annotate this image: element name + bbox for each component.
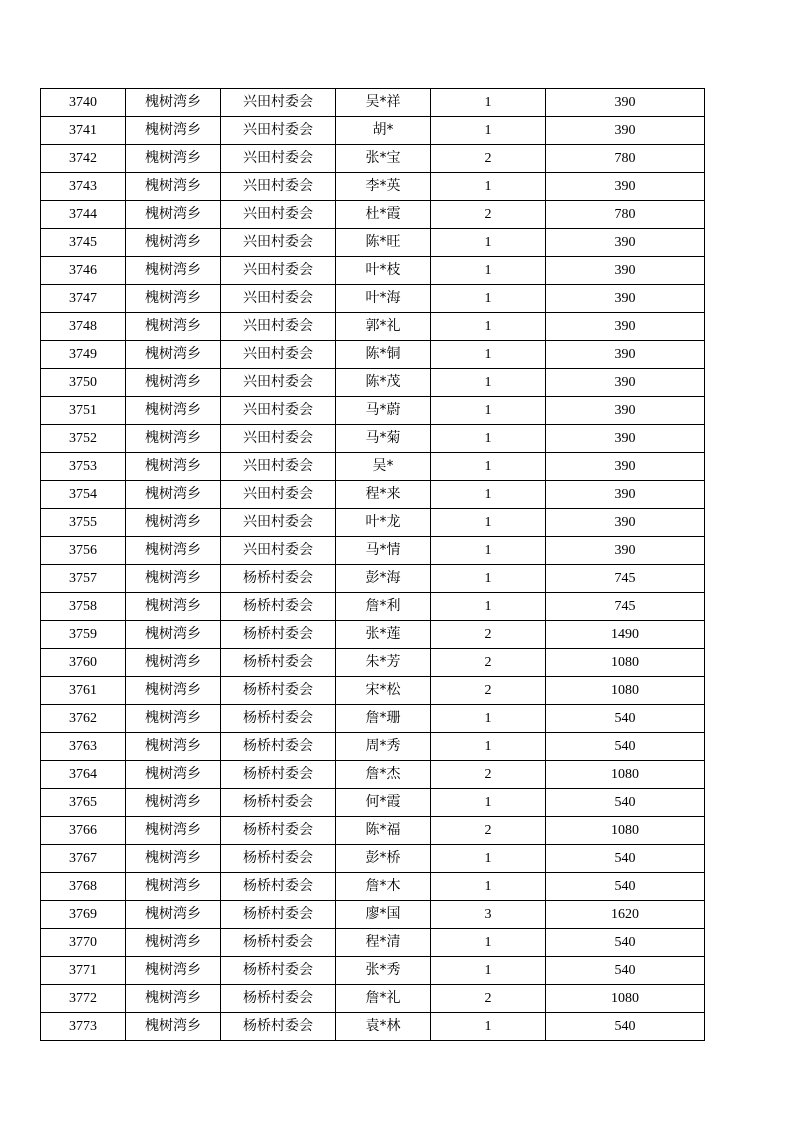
cell-township: 槐树湾乡	[126, 845, 221, 873]
cell-village-committee: 杨桥村委会	[221, 621, 336, 649]
cell-village-committee: 兴田村委会	[221, 453, 336, 481]
table-row	[41, 565, 705, 593]
cell-amount: 390	[546, 341, 705, 369]
cell-village-committee: 兴田村委会	[221, 285, 336, 313]
cell-township: 槐树湾乡	[126, 593, 221, 621]
cell-index: 3757	[41, 565, 126, 593]
cell-name: 詹*利	[336, 593, 431, 621]
cell-count: 1	[431, 229, 546, 257]
cell-count: 1	[431, 537, 546, 565]
cell-count: 1	[431, 565, 546, 593]
cell-township: 槐树湾乡	[126, 929, 221, 957]
table-row	[41, 229, 705, 257]
cell-amount: 1490	[546, 621, 705, 649]
table-body	[41, 89, 705, 1041]
cell-village-committee: 兴田村委会	[221, 145, 336, 173]
cell-index: 3746	[41, 257, 126, 285]
cell-count: 1	[431, 845, 546, 873]
cell-village-committee: 杨桥村委会	[221, 845, 336, 873]
cell-amount: 390	[546, 537, 705, 565]
cell-village-committee: 杨桥村委会	[221, 1013, 336, 1041]
cell-amount: 540	[546, 705, 705, 733]
table-row	[41, 369, 705, 397]
cell-index: 3751	[41, 397, 126, 425]
subsidy-recipients-table	[40, 88, 705, 1041]
cell-name: 胡*	[336, 117, 431, 145]
cell-township: 槐树湾乡	[126, 285, 221, 313]
cell-amount: 1080	[546, 677, 705, 705]
cell-township: 槐树湾乡	[126, 789, 221, 817]
cell-count: 2	[431, 649, 546, 677]
cell-index: 3768	[41, 873, 126, 901]
table-row	[41, 705, 705, 733]
cell-amount: 1080	[546, 985, 705, 1013]
table-row	[41, 341, 705, 369]
cell-name: 吴*	[336, 453, 431, 481]
cell-index: 3758	[41, 593, 126, 621]
cell-township: 槐树湾乡	[126, 145, 221, 173]
cell-name: 詹*礼	[336, 985, 431, 1013]
cell-name: 詹*杰	[336, 761, 431, 789]
cell-index: 3749	[41, 341, 126, 369]
cell-township: 槐树湾乡	[126, 985, 221, 1013]
cell-count: 1	[431, 341, 546, 369]
cell-village-committee: 杨桥村委会	[221, 985, 336, 1013]
cell-name: 陈*福	[336, 817, 431, 845]
cell-village-committee: 杨桥村委会	[221, 593, 336, 621]
cell-count: 1	[431, 313, 546, 341]
table-row	[41, 901, 705, 929]
cell-name: 陈*旺	[336, 229, 431, 257]
cell-amount: 390	[546, 425, 705, 453]
cell-amount: 1620	[546, 901, 705, 929]
cell-count: 2	[431, 677, 546, 705]
cell-amount: 540	[546, 873, 705, 901]
cell-count: 1	[431, 257, 546, 285]
table-row	[41, 621, 705, 649]
table-row	[41, 173, 705, 201]
cell-index: 3744	[41, 201, 126, 229]
cell-name: 彭*海	[336, 565, 431, 593]
cell-amount: 390	[546, 257, 705, 285]
cell-village-committee: 兴田村委会	[221, 341, 336, 369]
cell-count: 1	[431, 453, 546, 481]
cell-count: 1	[431, 481, 546, 509]
cell-index: 3772	[41, 985, 126, 1013]
cell-index: 3745	[41, 229, 126, 257]
cell-name: 陈*铜	[336, 341, 431, 369]
cell-village-committee: 兴田村委会	[221, 117, 336, 145]
cell-index: 3769	[41, 901, 126, 929]
cell-count: 1	[431, 789, 546, 817]
cell-index: 3764	[41, 761, 126, 789]
cell-index: 3770	[41, 929, 126, 957]
table-row	[41, 481, 705, 509]
cell-name: 周*秀	[336, 733, 431, 761]
cell-amount: 540	[546, 929, 705, 957]
cell-village-committee: 杨桥村委会	[221, 901, 336, 929]
cell-township: 槐树湾乡	[126, 649, 221, 677]
cell-count: 2	[431, 817, 546, 845]
cell-village-committee: 杨桥村委会	[221, 565, 336, 593]
cell-township: 槐树湾乡	[126, 229, 221, 257]
cell-name: 袁*林	[336, 1013, 431, 1041]
cell-name: 马*情	[336, 537, 431, 565]
cell-village-committee: 兴田村委会	[221, 201, 336, 229]
cell-township: 槐树湾乡	[126, 957, 221, 985]
cell-township: 槐树湾乡	[126, 761, 221, 789]
cell-township: 槐树湾乡	[126, 733, 221, 761]
table-row	[41, 761, 705, 789]
cell-index: 3767	[41, 845, 126, 873]
cell-name: 李*英	[336, 173, 431, 201]
cell-amount: 390	[546, 229, 705, 257]
cell-name: 朱*芳	[336, 649, 431, 677]
cell-township: 槐树湾乡	[126, 481, 221, 509]
table-row	[41, 929, 705, 957]
cell-village-committee: 杨桥村委会	[221, 649, 336, 677]
cell-township: 槐树湾乡	[126, 901, 221, 929]
cell-township: 槐树湾乡	[126, 453, 221, 481]
cell-count: 1	[431, 705, 546, 733]
cell-amount: 390	[546, 481, 705, 509]
cell-index: 3741	[41, 117, 126, 145]
table-row	[41, 677, 705, 705]
cell-township: 槐树湾乡	[126, 873, 221, 901]
table-row	[41, 1013, 705, 1041]
cell-name: 杜*霞	[336, 201, 431, 229]
table-row	[41, 145, 705, 173]
cell-count: 1	[431, 173, 546, 201]
cell-township: 槐树湾乡	[126, 173, 221, 201]
cell-count: 1	[431, 397, 546, 425]
cell-township: 槐树湾乡	[126, 677, 221, 705]
table-row	[41, 397, 705, 425]
cell-name: 宋*松	[336, 677, 431, 705]
cell-village-committee: 杨桥村委会	[221, 705, 336, 733]
table-row	[41, 425, 705, 453]
table-row	[41, 89, 705, 117]
cell-amount: 780	[546, 201, 705, 229]
table-row	[41, 509, 705, 537]
cell-count: 3	[431, 901, 546, 929]
cell-count: 2	[431, 145, 546, 173]
cell-count: 1	[431, 285, 546, 313]
cell-amount: 390	[546, 313, 705, 341]
cell-index: 3740	[41, 89, 126, 117]
cell-village-committee: 杨桥村委会	[221, 733, 336, 761]
cell-index: 3759	[41, 621, 126, 649]
cell-township: 槐树湾乡	[126, 817, 221, 845]
cell-name: 陈*茂	[336, 369, 431, 397]
cell-township: 槐树湾乡	[126, 89, 221, 117]
table-row	[41, 957, 705, 985]
cell-village-committee: 杨桥村委会	[221, 929, 336, 957]
table-row	[41, 201, 705, 229]
cell-name: 吴*祥	[336, 89, 431, 117]
cell-amount: 540	[546, 845, 705, 873]
cell-name: 叶*海	[336, 285, 431, 313]
cell-name: 马*蔚	[336, 397, 431, 425]
cell-count: 1	[431, 117, 546, 145]
cell-village-committee: 杨桥村委会	[221, 873, 336, 901]
cell-name: 程*来	[336, 481, 431, 509]
cell-name: 詹*珊	[336, 705, 431, 733]
cell-township: 槐树湾乡	[126, 397, 221, 425]
cell-village-committee: 兴田村委会	[221, 537, 336, 565]
cell-count: 1	[431, 89, 546, 117]
cell-name: 张*莲	[336, 621, 431, 649]
table-row	[41, 313, 705, 341]
cell-index: 3742	[41, 145, 126, 173]
cell-index: 3771	[41, 957, 126, 985]
cell-village-committee: 杨桥村委会	[221, 817, 336, 845]
cell-index: 3762	[41, 705, 126, 733]
cell-village-committee: 兴田村委会	[221, 369, 336, 397]
table-row	[41, 537, 705, 565]
cell-count: 1	[431, 369, 546, 397]
cell-index: 3753	[41, 453, 126, 481]
cell-count: 1	[431, 957, 546, 985]
cell-count: 1	[431, 425, 546, 453]
cell-index: 3766	[41, 817, 126, 845]
cell-township: 槐树湾乡	[126, 201, 221, 229]
cell-count: 2	[431, 201, 546, 229]
table-row	[41, 733, 705, 761]
cell-village-committee: 兴田村委会	[221, 425, 336, 453]
cell-township: 槐树湾乡	[126, 425, 221, 453]
cell-name: 叶*枝	[336, 257, 431, 285]
cell-index: 3747	[41, 285, 126, 313]
cell-village-committee: 兴田村委会	[221, 257, 336, 285]
cell-township: 槐树湾乡	[126, 565, 221, 593]
cell-amount: 745	[546, 593, 705, 621]
table-row	[41, 453, 705, 481]
cell-amount: 1080	[546, 649, 705, 677]
cell-amount: 390	[546, 369, 705, 397]
cell-township: 槐树湾乡	[126, 1013, 221, 1041]
cell-village-committee: 兴田村委会	[221, 481, 336, 509]
cell-index: 3748	[41, 313, 126, 341]
cell-township: 槐树湾乡	[126, 537, 221, 565]
table-row	[41, 593, 705, 621]
cell-index: 3752	[41, 425, 126, 453]
cell-village-committee: 杨桥村委会	[221, 789, 336, 817]
table-row	[41, 117, 705, 145]
cell-index: 3756	[41, 537, 126, 565]
cell-amount: 745	[546, 565, 705, 593]
cell-village-committee: 杨桥村委会	[221, 677, 336, 705]
table-row	[41, 985, 705, 1013]
cell-name: 叶*龙	[336, 509, 431, 537]
cell-index: 3773	[41, 1013, 126, 1041]
cell-count: 2	[431, 985, 546, 1013]
cell-amount: 390	[546, 117, 705, 145]
cell-village-committee: 兴田村委会	[221, 89, 336, 117]
cell-index: 3761	[41, 677, 126, 705]
cell-amount: 390	[546, 397, 705, 425]
cell-count: 1	[431, 593, 546, 621]
table-row	[41, 789, 705, 817]
cell-township: 槐树湾乡	[126, 257, 221, 285]
cell-amount: 540	[546, 1013, 705, 1041]
cell-name: 张*宝	[336, 145, 431, 173]
cell-count: 2	[431, 621, 546, 649]
cell-amount: 1080	[546, 761, 705, 789]
cell-count: 1	[431, 1013, 546, 1041]
cell-name: 程*清	[336, 929, 431, 957]
cell-amount: 540	[546, 957, 705, 985]
cell-count: 1	[431, 929, 546, 957]
cell-name: 张*秀	[336, 957, 431, 985]
cell-name: 彭*桥	[336, 845, 431, 873]
table-row	[41, 257, 705, 285]
cell-amount: 390	[546, 89, 705, 117]
cell-township: 槐树湾乡	[126, 117, 221, 145]
cell-amount: 540	[546, 789, 705, 817]
cell-amount: 1080	[546, 817, 705, 845]
cell-index: 3743	[41, 173, 126, 201]
cell-village-committee: 兴田村委会	[221, 397, 336, 425]
cell-count: 1	[431, 733, 546, 761]
cell-name: 马*菊	[336, 425, 431, 453]
cell-township: 槐树湾乡	[126, 621, 221, 649]
cell-name: 詹*木	[336, 873, 431, 901]
cell-village-committee: 兴田村委会	[221, 173, 336, 201]
table-row	[41, 845, 705, 873]
cell-amount: 390	[546, 509, 705, 537]
cell-village-committee: 杨桥村委会	[221, 761, 336, 789]
cell-amount: 390	[546, 285, 705, 313]
cell-township: 槐树湾乡	[126, 705, 221, 733]
cell-index: 3755	[41, 509, 126, 537]
cell-count: 2	[431, 761, 546, 789]
cell-township: 槐树湾乡	[126, 313, 221, 341]
cell-township: 槐树湾乡	[126, 341, 221, 369]
cell-index: 3760	[41, 649, 126, 677]
cell-village-committee: 兴田村委会	[221, 509, 336, 537]
cell-index: 3750	[41, 369, 126, 397]
cell-amount: 390	[546, 173, 705, 201]
cell-village-committee: 兴田村委会	[221, 229, 336, 257]
cell-index: 3763	[41, 733, 126, 761]
cell-name: 何*霞	[336, 789, 431, 817]
cell-village-committee: 杨桥村委会	[221, 957, 336, 985]
cell-amount: 780	[546, 145, 705, 173]
cell-village-committee: 兴田村委会	[221, 313, 336, 341]
cell-name: 郭*礼	[336, 313, 431, 341]
table-row	[41, 285, 705, 313]
cell-count: 1	[431, 509, 546, 537]
cell-index: 3754	[41, 481, 126, 509]
table-row	[41, 649, 705, 677]
cell-amount: 390	[546, 453, 705, 481]
cell-township: 槐树湾乡	[126, 369, 221, 397]
cell-township: 槐树湾乡	[126, 509, 221, 537]
cell-name: 廖*国	[336, 901, 431, 929]
cell-index: 3765	[41, 789, 126, 817]
table-row	[41, 817, 705, 845]
table-row	[41, 873, 705, 901]
cell-amount: 540	[546, 733, 705, 761]
cell-count: 1	[431, 873, 546, 901]
